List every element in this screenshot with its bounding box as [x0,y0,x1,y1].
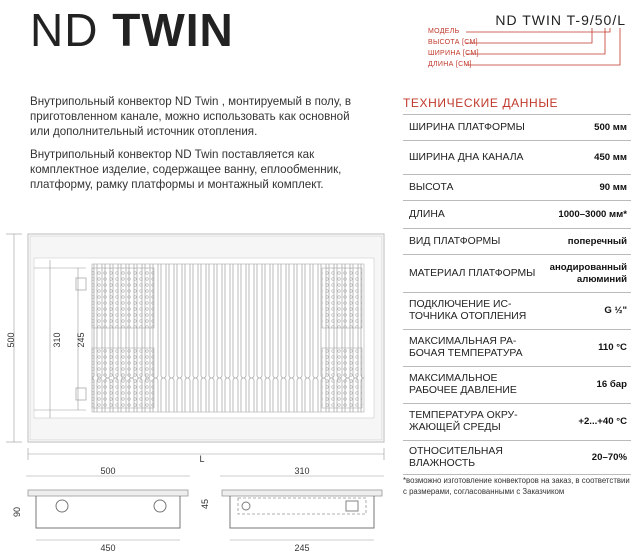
legend-label-model: МОДЕЛЬ [428,28,460,35]
spec-value: 500 мм [594,121,627,133]
spec-value: 450 мм [594,151,627,163]
heat-exchanger-upper [92,268,154,328]
dim-310-horizontal: 310 [294,466,310,476]
dim-310-vertical: 310 [52,332,62,348]
spec-row [403,229,631,255]
specs-heading: ТЕХНИЧЕСКИЕ ДАННЫЕ [403,96,559,110]
spec-key: ШИРИНА ДНА КАНАЛА [409,151,524,163]
dim-height-45: 45 [200,498,210,510]
spec-key: МАКСИМАЛЬНАЯ РА- БОЧАЯ ТЕМПЕРАТУРА [409,336,523,359]
spec-key: ОТНОСИТЕЛЬНАЯ ВЛАЖНОСТЬ [409,445,503,469]
description [30,94,370,200]
description-paragraph: Внутрипольный конвектор ND Twin поставляется как комплектное изделие, содержащее ванну, еплообменник, платформу, рамку платформы и монтажный комплект. [30,148,342,191]
spec-key: ПОДКЛЮЧЕНИЕ ИС- ТОЧНИКА ОТОПЛЕНИЯ [409,299,527,322]
spec-value: 1000–3000 мм* [558,208,627,220]
top-view [6,234,384,464]
model-code: ND TWIN T-9/50/L [495,12,626,28]
spec-value: 20–70% [591,451,627,463]
spec-row [403,201,631,229]
spec-value: 90 мм [599,181,627,193]
heat-exchanger-lower [92,348,154,408]
specs-table [403,114,631,475]
footnote: *возможно изготовление конвекторов на заказ, в соответствии с размерами, согласованными с Заказчиком [403,476,630,496]
title-bold: TWIN [112,4,234,56]
page-title [30,4,234,56]
spec-key: МАКСИМАЛЬНОЕ РАБОЧЕЕ ДАВЛЕНИЕ [409,373,517,396]
spec-row [403,404,631,441]
dim-500-horizontal: 500 [100,466,116,476]
spec-value: G ½" [604,305,627,316]
dim-height-90: 90 [12,506,22,518]
legend-label-height: ВЫСОТА [СМ] [428,39,478,46]
spec-key: ТЕМПЕРАТУРА ОКРУ- ЖАЮЩЕЙ СРЕДЫ [409,410,518,433]
spec-key: ВИД ПЛАТФОРМЫ [409,235,501,247]
spec-row [403,441,631,475]
dim-500-vertical: 500 [6,332,16,348]
side-view-left [12,466,190,553]
spec-row [403,115,631,141]
spec-key: МАТЕРИАЛ ПЛАТФОРМЫ [409,267,536,279]
technical-drawing [0,228,400,558]
model-code-legend [420,28,630,74]
spec-value: 16 бар [596,379,627,390]
spec-value: поперечный [567,235,627,247]
spec-value: +2...+40 °С [578,416,627,427]
description-paragraph: Внутрипольный конвектор ND Twin , монтируемый в полу, в приготовленном канале, можно использовать как основной или дополнительный источник отопления. [30,95,352,138]
dim-245-vertical: 245 [76,332,86,348]
legend-label-length: ДЛИНА [СМ] [428,61,472,68]
spec-key: ШИРИНА ПЛАТФОРМЫ [409,121,525,133]
spec-row [403,255,631,293]
spec-row [403,293,631,330]
dim-450: 450 [100,543,116,553]
spec-row [403,175,631,201]
title-light: ND [30,4,99,56]
spec-row [403,330,631,367]
spec-key: ДЛИНА [409,208,445,220]
spec-row [403,141,631,175]
dim-245-horizontal: 245 [294,543,310,553]
side-view-right [200,466,384,553]
spec-row [403,367,631,404]
spec-value: 110 °С [598,342,627,353]
dim-length: L [199,454,205,464]
spec-value: анодированный алюминий [549,261,627,285]
spec-key: ВЫСОТА [409,181,454,193]
legend-label-width: ШИРИНА [СМ] [428,50,479,57]
